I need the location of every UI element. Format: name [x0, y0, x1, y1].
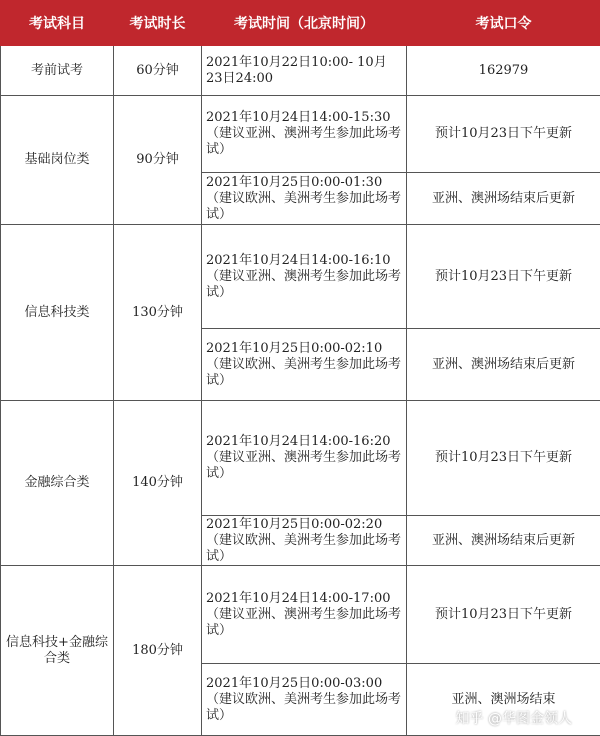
time-cell: 2021年10月25日0:00-02:10（建议欧洲、美洲考生参加此场考试）: [202, 329, 407, 401]
subject-cell: 考前试考: [1, 46, 114, 96]
subject-cell: 金融综合类: [1, 401, 114, 566]
time-cell: 2021年10月24日14:00-16:10（建议亚洲、澳洲考生参加此场考试）: [202, 225, 407, 329]
time-cell: 2021年10月25日0:00-01:30（建议欧洲、美洲考生参加此场考试）: [202, 173, 407, 225]
duration-cell: 90分钟: [114, 96, 202, 225]
header-time: 考试时间（北京时间）: [202, 1, 407, 46]
header-duration: 考试时长: [114, 1, 202, 46]
table-row: [1, 225, 600, 329]
password-cell: 预计10月23日下午更新: [407, 96, 600, 173]
password-cell: 预计10月23日下午更新: [407, 225, 600, 329]
table-row: [1, 96, 600, 173]
table-row: [1, 46, 600, 96]
password-cell: 预计10月23日下午更新: [407, 401, 600, 516]
duration-cell: 140分钟: [114, 401, 202, 566]
watermark: 知乎 @华图金领人: [455, 711, 572, 727]
password-cell: 亚洲、澳洲场结束后更新: [407, 516, 600, 566]
header-password: 考试口令: [407, 1, 600, 46]
subject-cell: 信息科技+金融综合类: [1, 566, 114, 736]
password-cell: 162979: [407, 46, 600, 96]
password-cell: 亚洲、澳洲场结束: [407, 664, 600, 736]
table-row: [1, 401, 600, 516]
duration-cell: 180分钟: [114, 566, 202, 736]
time-cell: 2021年10月22日10:00- 10月23日24:00: [202, 46, 407, 96]
password-cell: 亚洲、澳洲场结束后更新: [407, 173, 600, 225]
time-cell: 2021年10月25日0:00-03:00（建议欧洲、美洲考生参加此场考试）: [202, 664, 407, 736]
header-subject: 考试科目: [1, 1, 114, 46]
time-cell: 2021年10月24日14:00-16:20（建议亚洲、澳洲考生参加此场考试）: [202, 401, 407, 516]
table-row: [1, 566, 600, 664]
header-row: [1, 1, 600, 46]
password-cell: 亚洲、澳洲场结束后更新: [407, 329, 600, 401]
duration-cell: 60分钟: [114, 46, 202, 96]
time-cell: 2021年10月24日14:00-17:00（建议亚洲、澳洲考生参加此场考试）: [202, 566, 407, 664]
time-cell: 2021年10月25日0:00-02:20（建议欧洲、美洲考生参加此场考试）: [202, 516, 407, 566]
duration-cell: 130分钟: [114, 225, 202, 401]
subject-cell: 基础岗位类: [1, 96, 114, 225]
password-cell: 预计10月23日下午更新: [407, 566, 600, 664]
time-cell: 2021年10月24日14:00-15:30（建议亚洲、澳洲考生参加此场考试）: [202, 96, 407, 173]
subject-cell: 信息科技类: [1, 225, 114, 401]
